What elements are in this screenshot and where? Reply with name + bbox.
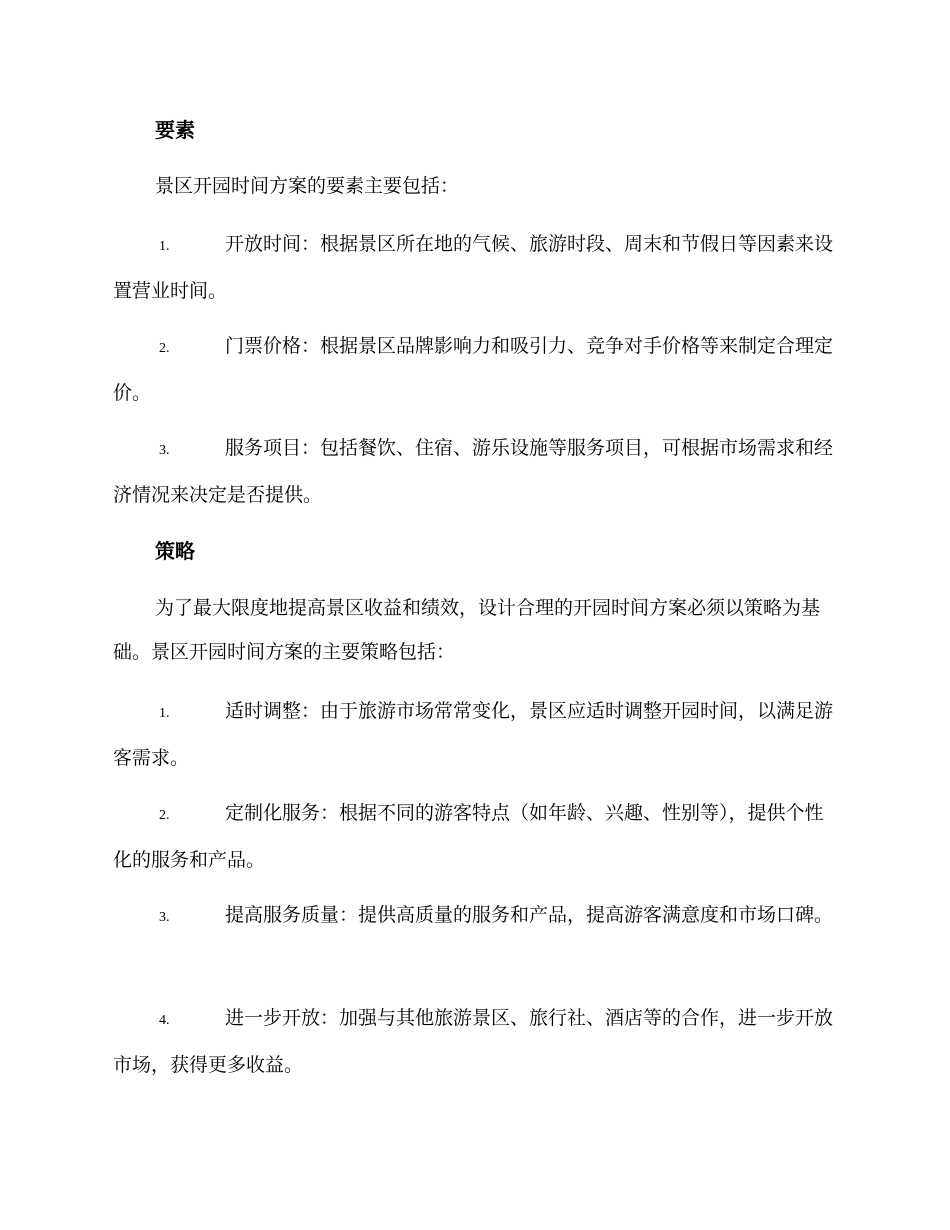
list-item-text: 进一步开放：加强与其他旅游景区、旅行社、酒店等的合作，进一步开放市场，获得更多收益。	[113, 1007, 834, 1076]
list-number: 2.	[159, 341, 170, 356]
section-heading-strategy: 策略	[155, 539, 195, 563]
intro-text: 为了最大限度地提高景区收益和绩效，设计合理的开园时间方案必须以策略为基础。景区开园时间方案的主要策略包括：	[113, 597, 821, 663]
list-item	[113, 222, 833, 313]
list-item-text: 门票价格：根据景区品牌影响力和吸引力、竞争对手价格等来制定合理定价。	[113, 335, 834, 404]
list-item	[113, 324, 833, 415]
section-intro-strategy	[113, 586, 833, 674]
list-number: 3.	[159, 443, 170, 458]
list-item	[113, 689, 833, 780]
list-item	[113, 791, 833, 882]
list-number: 3.	[159, 910, 170, 925]
list-number: 1.	[159, 239, 170, 254]
list-item-text: 定制化服务：根据不同的游客特点（如年龄、兴趣、性别等），提供个性化的服务和产品。	[113, 802, 824, 871]
list-item-text: 适时调整：由于旅游市场常常变化，景区应适时调整开园时间，以满足游客需求。	[113, 700, 834, 769]
list-item	[113, 426, 833, 517]
list-number: 1.	[159, 706, 170, 721]
section-heading-elements: 要素	[155, 118, 195, 142]
section-intro-elements	[113, 164, 833, 208]
list-item-text: 服务项目：包括餐饮、住宿、游乐设施等服务项目，可根据市场需求和经济情况来决定是否提供。	[113, 437, 834, 506]
intro-text: 景区开园时间方案的要素主要包括：	[155, 175, 460, 197]
list-item	[113, 996, 833, 1087]
list-number: 4.	[159, 1013, 170, 1028]
list-number: 2.	[159, 808, 170, 823]
list-item-text: 开放时间：根据景区所在地的气候、旅游时段、周末和节假日等因素来设置营业时间。	[113, 233, 834, 302]
list-item	[113, 893, 833, 940]
list-item-text: 提高服务质量：提供高质量的服务和产品，提高游客满意度和市场口碑。	[225, 904, 834, 926]
